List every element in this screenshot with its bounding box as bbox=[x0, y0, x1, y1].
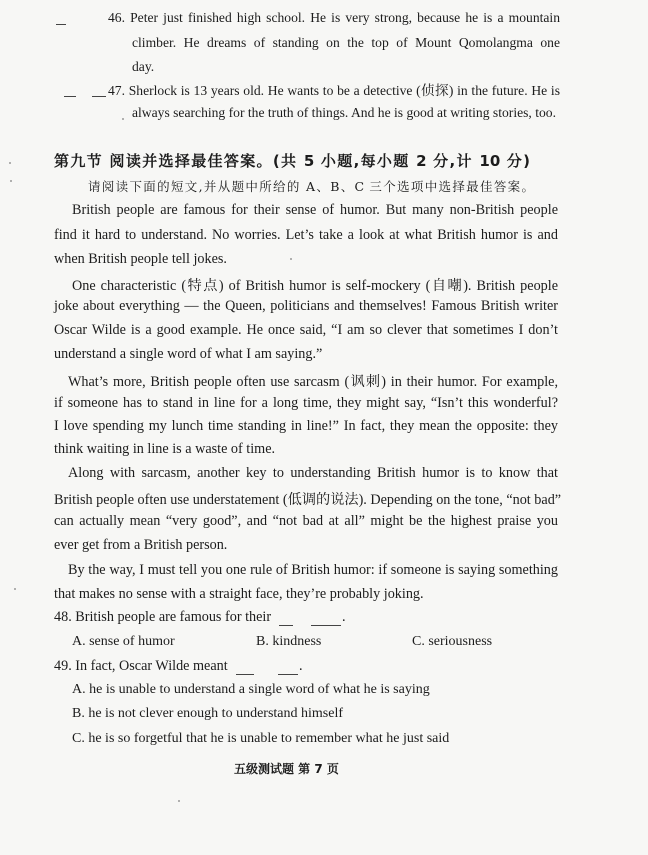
answer-blank-46[interactable] bbox=[56, 24, 66, 25]
passage-line: Along with sarcasm, another key to understanding British humor is to know that bbox=[68, 465, 558, 481]
passage-line: that makes no sense with a straight face, they’re probably joking. bbox=[54, 586, 424, 602]
question-47-line-1: 47. Sherlock is 13 years old. He wants to be a detective (侦探) in the future. He is bbox=[108, 83, 560, 98]
question-46-line-3: day. bbox=[132, 59, 155, 74]
scan-speck bbox=[122, 118, 124, 120]
passage-line: joke about everything — the Queen, politicians and themselves! Famous British writer bbox=[54, 298, 558, 314]
question-49-option-a[interactable]: A. he is unable to understand a single word of what he is saying bbox=[72, 682, 430, 697]
passage-line: think waiting in line is a waste of time. bbox=[54, 441, 276, 457]
passage-line: understand a single word of what I am saying.” bbox=[54, 346, 323, 362]
question-48-option-a[interactable]: A. sense of humor bbox=[72, 634, 175, 649]
question-49-option-c[interactable]: C. he is so forgetful that he is unable to remember what he just said bbox=[72, 731, 450, 746]
passage-line: British people are famous for their sense of humor. But many non-British people bbox=[72, 202, 558, 218]
passage-line: when British people tell jokes. bbox=[54, 251, 227, 267]
question-48-option-c[interactable]: C. seriousness bbox=[412, 634, 493, 649]
question-46-line-2: climber. He dreams of standing on the top of Mount Qomolangma one bbox=[132, 35, 560, 50]
passage-line: Oscar Wilde is a good example. He once said, “I am so clever that sometimes I don’t bbox=[54, 322, 558, 338]
question-49-stem: 49. In fact, Oscar Wilde meant bbox=[54, 658, 228, 674]
answer-blank-48a[interactable] bbox=[279, 625, 293, 626]
scan-speck bbox=[290, 258, 292, 260]
question-48-option-b[interactable]: B. kindness bbox=[256, 634, 322, 649]
passage-line: By the way, I must tell you one rule of British humor: if someone is saying something bbox=[68, 562, 558, 578]
scan-speck bbox=[178, 800, 180, 802]
passage-line: ever get from a British person. bbox=[54, 537, 228, 553]
answer-blank-49a[interactable] bbox=[236, 674, 254, 675]
answer-blank-49b[interactable] bbox=[278, 674, 298, 675]
question-48-stem: 48. British people are famous for their bbox=[54, 609, 272, 625]
scan-speck bbox=[10, 180, 12, 182]
passage-line: One characteristic (特点) of British humor is self-mockery (自嘲). British people bbox=[72, 278, 558, 294]
scan-speck bbox=[14, 588, 16, 590]
question-49-end: . bbox=[299, 658, 303, 674]
passage-line: British people often use understatement (低调的说法). Depending on the tone, “not bad” bbox=[54, 492, 562, 508]
answer-blank-47a[interactable] bbox=[64, 96, 76, 97]
question-49-option-b[interactable]: B. he is not clever enough to understand himself bbox=[72, 706, 343, 721]
passage-line: if someone has to stand in line for a long time, they might say, “Isn’t this wonderful? bbox=[54, 395, 558, 411]
passage-line: I love spending my lunch time standing in line!” In fact, they mean the opposite: they bbox=[54, 418, 558, 434]
section-instruction: 请阅读下面的短文,并从题中所给的 A、B、C 三个选项中选择最佳答案。 bbox=[88, 179, 534, 194]
question-46-line-1: 46. Peter just finished high school. He is very strong, because he is a mountain bbox=[108, 10, 560, 25]
question-48-end: . bbox=[342, 609, 346, 625]
section-title: 第九节 阅读并选择最佳答案。(共 5 小题,每小题 2 分,计 10 分) bbox=[54, 152, 530, 170]
passage-line: find it hard to understand. No worries. Let’s take a look at what British humor is and bbox=[54, 227, 558, 243]
answer-blank-48b[interactable] bbox=[311, 625, 341, 626]
question-47-line-2: always searching for the truth of things. And he is good at writing stories, too. bbox=[132, 105, 556, 120]
passage-line: What’s more, British people often use sarcasm (讽刺) in their humor. For example, bbox=[68, 374, 558, 390]
scan-speck bbox=[9, 162, 11, 164]
page-footer: 五级测试题 第 7 页 bbox=[234, 762, 339, 776]
answer-blank-47b[interactable] bbox=[92, 96, 106, 97]
passage-line: can actually mean “very good”, and “not bad at all” might be the highest praise you bbox=[54, 513, 558, 529]
